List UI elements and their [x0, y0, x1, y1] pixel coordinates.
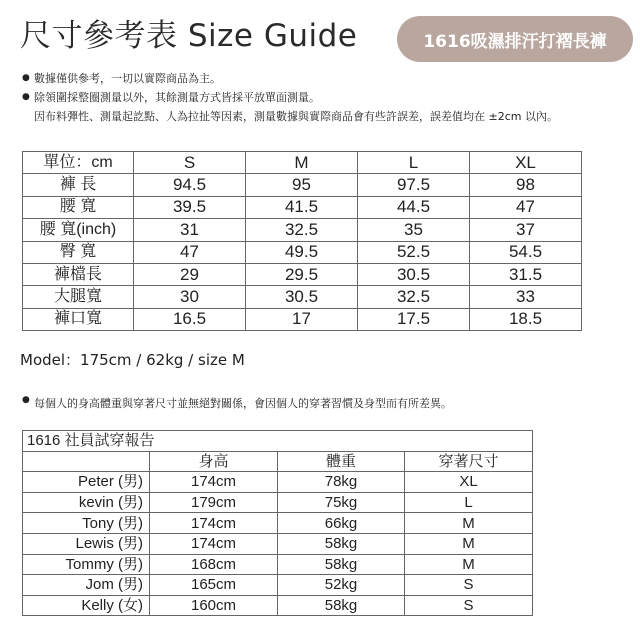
table-cell: 大腿寬: [23, 286, 134, 308]
bullet-icon: ●: [22, 92, 30, 102]
note-text: 每個人的身高體重與穿著尺寸並無絕對關係，會因個人的穿著習慣及身型而有所差異。: [34, 397, 452, 410]
table-cell: 30.5: [246, 286, 358, 308]
note-item: [22, 69, 558, 88]
table-row: [23, 533, 533, 554]
table-cell: S: [405, 575, 533, 596]
product-name-badge: 1616吸濕排汗打褶長褲: [397, 16, 633, 62]
table-row: [23, 575, 533, 596]
table-cell: 32.5: [246, 219, 358, 241]
page-title: 尺寸參考表 Size Guide: [20, 18, 358, 54]
table-row: [23, 263, 582, 285]
table-row: [23, 308, 582, 330]
table-cell: 52.5: [358, 241, 470, 263]
table-cell: S: [405, 595, 533, 616]
table-row: [23, 219, 582, 241]
table-cell: M: [405, 533, 533, 554]
table-cell: 54.5: [470, 241, 582, 263]
table-cell: 褲 長: [23, 174, 134, 196]
table-cell: S: [134, 152, 246, 174]
table-cell: 30.5: [358, 263, 470, 285]
table-cell: 52kg: [278, 575, 405, 596]
table-cell: 66kg: [278, 513, 405, 534]
table-cell: 35: [358, 219, 470, 241]
table-cell: M: [405, 554, 533, 575]
table-cell: 75kg: [278, 492, 405, 513]
table-cell: Lewis (男): [23, 533, 150, 554]
table-caption: 1616 社員試穿報告: [23, 431, 533, 452]
table-cell: XL: [470, 152, 582, 174]
table-cell: 腰 寬: [23, 196, 134, 218]
table-cell: Tommy (男): [23, 554, 150, 575]
table-cell: 31.5: [470, 263, 582, 285]
table-row: [23, 472, 533, 493]
size-table: [22, 151, 582, 331]
table-cell: 58kg: [278, 595, 405, 616]
note-text: 數據僅供參考，一切以實際商品為主。: [34, 72, 221, 85]
table-cell: 褲口寬: [23, 308, 134, 330]
table-row: [23, 513, 533, 534]
table-cell: 98: [470, 174, 582, 196]
note-text: 除領圍採整圈測量以外，其餘測量方式皆採平放單面測量。: [34, 91, 320, 104]
table-cell: M: [405, 513, 533, 534]
note-item: [22, 88, 558, 107]
table-cell: 穿著尺寸: [405, 451, 533, 472]
table-cell: [23, 451, 150, 472]
table-cell: 44.5: [358, 196, 470, 218]
table-cell: 腰 寬(inch): [23, 219, 134, 241]
table-cell: Kelly (女): [23, 595, 150, 616]
table-cell: 37: [470, 219, 582, 241]
table-cell: 95: [246, 174, 358, 196]
table-row: [23, 196, 582, 218]
table-row: [23, 554, 533, 575]
table-cell: 78kg: [278, 472, 405, 493]
table-cell: 47: [134, 241, 246, 263]
table-caption-row: [23, 431, 533, 452]
table-cell: 臀 寬: [23, 241, 134, 263]
table-cell: 174cm: [150, 472, 278, 493]
table-cell: L: [405, 492, 533, 513]
table-cell: 31: [134, 219, 246, 241]
table-cell: 身高: [150, 451, 278, 472]
table-cell: kevin (男): [23, 492, 150, 513]
note-item: [22, 395, 452, 411]
table-row: [23, 492, 533, 513]
table-cell: 褲檔長: [23, 263, 134, 285]
table-cell: Tony (男): [23, 513, 150, 534]
table-cell: 29: [134, 263, 246, 285]
table-cell: 58kg: [278, 533, 405, 554]
table-row: [23, 241, 582, 263]
table-cell: M: [246, 152, 358, 174]
table-cell: 30: [134, 286, 246, 308]
table-cell: 單位：cm: [23, 152, 134, 174]
table-cell: 174cm: [150, 513, 278, 534]
bullet-icon: ●: [22, 73, 30, 83]
table-cell: Peter (男): [23, 472, 150, 493]
table-cell: 32.5: [358, 286, 470, 308]
table-cell: L: [358, 152, 470, 174]
notes-section: [22, 69, 558, 126]
table-cell: 16.5: [134, 308, 246, 330]
table-cell: 33: [470, 286, 582, 308]
table-header-row: [23, 152, 582, 174]
table-row: [23, 174, 582, 196]
table-cell: Jom (男): [23, 575, 150, 596]
table-cell: 47: [470, 196, 582, 218]
table-cell: 94.5: [134, 174, 246, 196]
table-cell: 18.5: [470, 308, 582, 330]
table-cell: 17: [246, 308, 358, 330]
table-cell: 160cm: [150, 595, 278, 616]
table-cell: 97.5: [358, 174, 470, 196]
table-cell: 體重: [278, 451, 405, 472]
table-row: [23, 286, 582, 308]
model-info: Model：175cm / 62kg / size M: [20, 351, 245, 369]
table-cell: 58kg: [278, 554, 405, 575]
table-cell: 49.5: [246, 241, 358, 263]
note-text: 因布料彈性、測量起訖點、人為拉扯等因素，測量數據與實際商品會有些許誤差，誤差值均在 ±2cm 以內。: [34, 110, 558, 123]
trial-report-table: [22, 430, 533, 616]
table-cell: 17.5: [358, 308, 470, 330]
table-cell: 168cm: [150, 554, 278, 575]
table-cell: 165cm: [150, 575, 278, 596]
bullet-icon: ●: [22, 395, 30, 405]
table-header-row: [23, 451, 533, 472]
table-cell: 179cm: [150, 492, 278, 513]
table-cell: 41.5: [246, 196, 358, 218]
table-cell: 174cm: [150, 533, 278, 554]
table-cell: XL: [405, 472, 533, 493]
table-cell: 39.5: [134, 196, 246, 218]
table-cell: 29.5: [246, 263, 358, 285]
table-row: [23, 595, 533, 616]
